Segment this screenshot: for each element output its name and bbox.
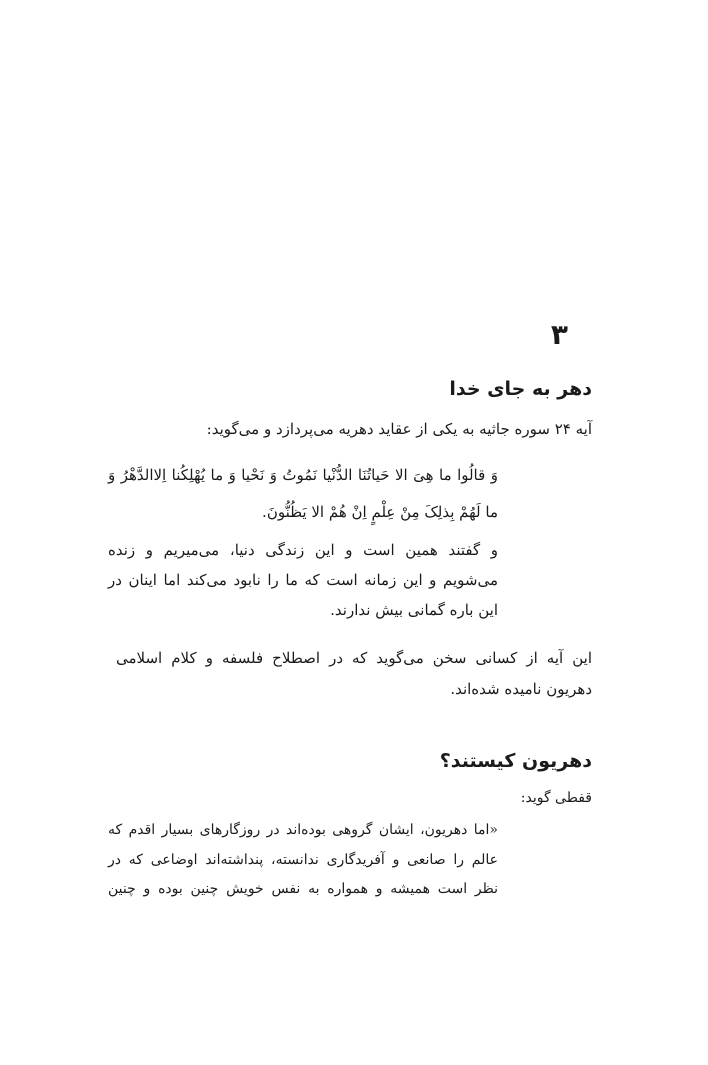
verse-arabic-line-1: وَ قالُوا ما هِیَ الا حَیاتُنَا الدُّنْیا نَمُوتُ وَ نَحْیا وَ ما یُهْلِکُنا اِلاالدَّهْرُ وَ: [108, 466, 498, 484]
quote-line-2: عالم را صانعی و آفریدگاری ندانسته، پنداشته‌اند اوضاعی که در: [108, 852, 498, 868]
verse-translation-line-1: و گفتند همین است و این زندگی دنیا، می‌میریم و زنده: [108, 541, 498, 559]
section-lead: قفطی گوید:: [520, 790, 592, 806]
section-title: دهریون کیستند؟: [439, 750, 592, 772]
verse-translation-line-2: می‌شویم و این زمانه است که ما را نابود می‌کند اما اینان در: [108, 571, 498, 589]
paragraph-line-2: دهریون نامیده شده‌اند.: [450, 680, 592, 698]
chapter-number: ۳: [550, 318, 568, 351]
paragraph-line-1: این آیه از کسانی سخن می‌گوید که در اصطلاح فلسفه و کلام اسلامی: [116, 649, 592, 667]
chapter-title: دهر به جای خدا: [449, 378, 592, 400]
quote-line-1: «اما دهریون، ایشان گروهی بوده‌اند در روزگارهای بسیار اقدم که: [108, 822, 498, 838]
verse-arabic-line-2: ما لَهُمْ بِذلِکَ مِنْ عِلْمٍ اِنْ هُمْ الا یَظُنُّونَ.: [262, 503, 498, 521]
verse-translation-line-3: این باره گمانی بیش ندارند.: [330, 601, 498, 619]
quote-line-3: نظر است همیشه و همواره به نفس خویش چنین بوده و چنین: [108, 881, 498, 897]
intro-line: آیه ۲۴ سوره جاثیه به یکی از عقاید دهریه می‌پردازد و می‌گوید:: [206, 420, 592, 438]
